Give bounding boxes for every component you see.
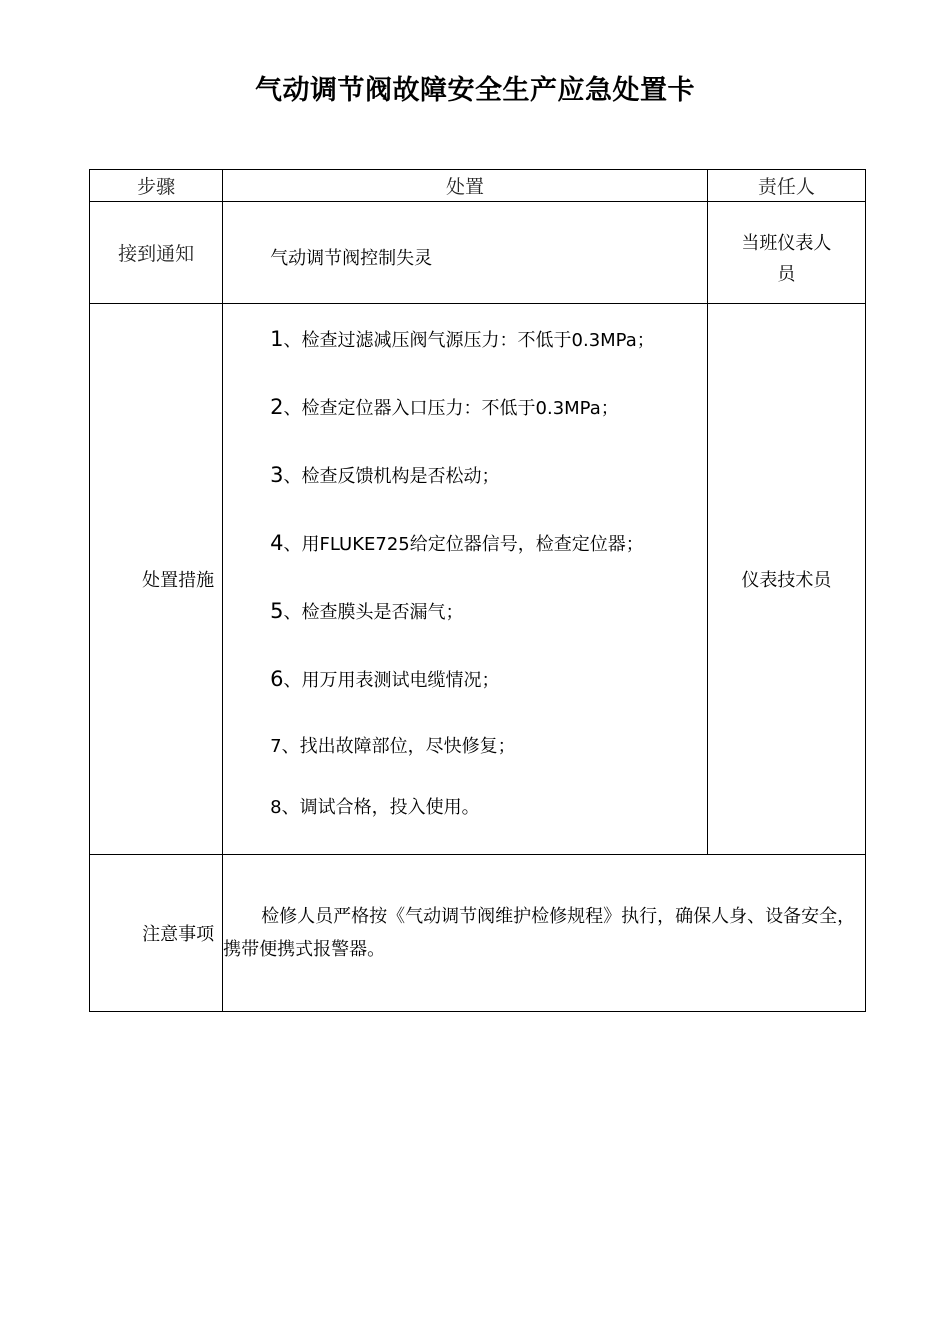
table-row-notify	[90, 202, 866, 304]
list-item: 6、用万用表测试电缆情况；	[270, 667, 500, 691]
header-action: 处置	[223, 170, 708, 202]
list-item: 7、找出故障部位，尽快修复；	[270, 736, 516, 757]
table-row-measures	[90, 304, 866, 855]
list-item: 4、用FLUKE725给定位器信号，检查定位器；	[270, 531, 644, 555]
responsible-notify-cell	[707, 202, 865, 304]
step-notes: 注意事项	[90, 855, 223, 1012]
list-item: 2、检查定位器入口压力：不低于0.3MPa；	[270, 395, 619, 419]
list-item: 1、检查过滤减压阀气源压力：不低于0.3MPa；	[270, 327, 655, 351]
responsible-measures: 仪表技术员	[707, 304, 865, 855]
list-item: 5、检查膜头是否漏气；	[270, 599, 464, 623]
list-item: 3、检查反馈机构是否松动；	[270, 463, 500, 487]
list-item: 8、调试合格，投入使用。	[270, 797, 480, 818]
measure-list	[223, 304, 707, 854]
emergency-card-table	[89, 169, 866, 1012]
page-title: 气动调节阀故障安全生产应急处置卡	[255, 75, 695, 106]
responsible-notify-line2: 员	[777, 264, 796, 285]
header-responsible: 责任人	[707, 170, 865, 202]
header-step: 步骤	[90, 170, 223, 202]
action-notify-text: 气动调节阀控制失灵	[270, 248, 433, 269]
table-row-notes	[90, 855, 866, 1012]
responsible-notify-line1: 当班仪表人	[741, 233, 832, 254]
action-notify-cell	[223, 202, 708, 304]
action-measures-cell	[223, 304, 708, 855]
step-notify: 接到通知	[90, 202, 223, 304]
header-row	[90, 170, 866, 202]
step-measures: 处置措施	[90, 304, 223, 855]
notes-text: 检修人员严格按《气动调节阀维护检修规程》执行，确保人身、设备安全，携带便携式报警器。	[223, 855, 866, 1012]
